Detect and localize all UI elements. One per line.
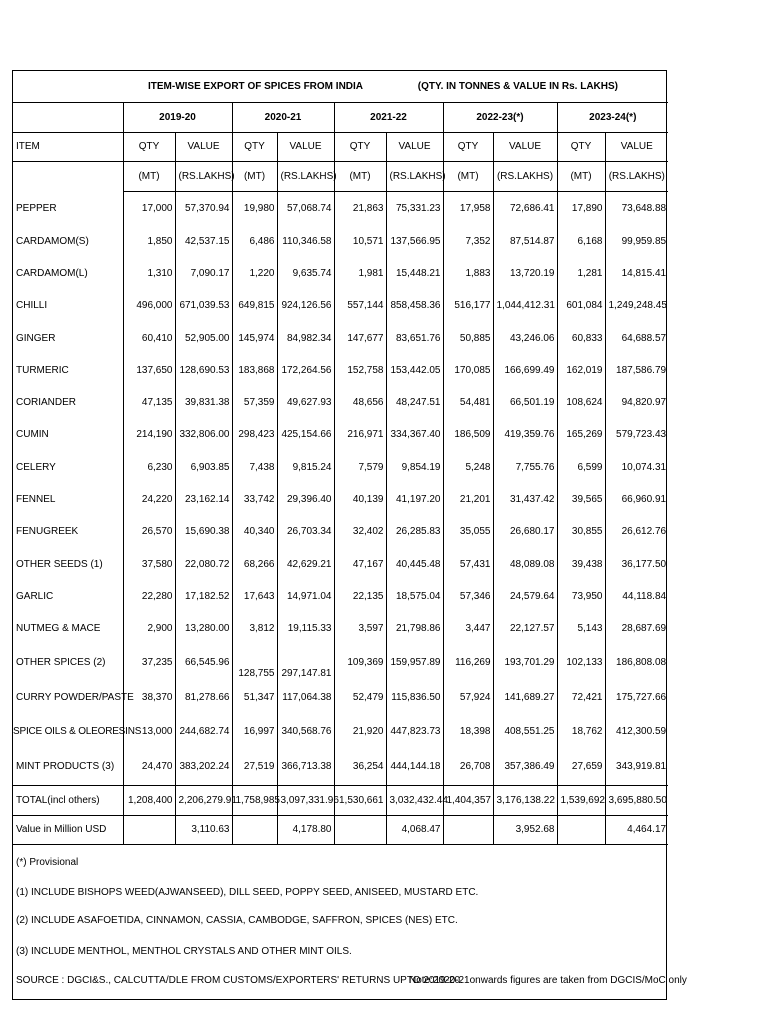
source-note: Note:2020-21onwards figures are taken from DGCIS/MoC only <box>409 975 687 986</box>
total-value: 3,097,331.96 <box>277 785 334 815</box>
value-cell: 42,629.21 <box>277 548 334 580</box>
qty-cell: 116,269 <box>443 645 493 681</box>
source-line: SOURCE : DGCI&S., CALCUTTA/DLE FROM CUSTOMS/EXPORTERS' RETURNS UPTO 2019-20. <box>16 975 463 986</box>
qty-cell: 27,659 <box>557 749 605 785</box>
qty-cell: 162,019 <box>557 354 605 386</box>
total-qty: 1,208,400 <box>123 785 175 815</box>
qty-cell: 3,447 <box>443 613 493 645</box>
table-title: ITEM-WISE EXPORT OF SPICES FROM INDIA <box>148 80 364 92</box>
table-row <box>13 322 668 354</box>
value-cell: 137,566.95 <box>386 225 443 257</box>
qty-cell: 60,833 <box>557 322 605 354</box>
item-name: CHILLI <box>13 290 123 322</box>
value-header: VALUE <box>493 132 557 161</box>
table-row <box>13 290 668 322</box>
qty-cell: 33,742 <box>232 483 277 515</box>
qty-header: QTY <box>443 132 493 161</box>
item-name: TURMERIC <box>13 354 123 386</box>
qty-cell: 516,177 <box>443 290 493 322</box>
table-row <box>13 483 668 515</box>
usd-value: 4,464.17 <box>605 815 668 844</box>
table-row <box>13 451 668 483</box>
year-header: 2022-23(*) <box>443 102 557 132</box>
total-value: 2,206,279.91 <box>175 785 232 815</box>
table-row <box>13 516 668 548</box>
qty-header: QTY <box>334 132 386 161</box>
value-cell: 671,039.53 <box>175 290 232 322</box>
value-cell: 334,367.40 <box>386 419 443 451</box>
item-name: PEPPER <box>13 191 123 225</box>
qty-cell: 6,486 <box>232 225 277 257</box>
usd-value: 3,110.63 <box>175 815 232 844</box>
qty-cell: 298,423 <box>232 419 277 451</box>
value-cell: 29,396.40 <box>277 483 334 515</box>
qty-cell: 39,438 <box>557 548 605 580</box>
value-cell: 141,689.27 <box>493 681 557 713</box>
qty-cell: 32,402 <box>334 516 386 548</box>
value-cell: 21,798.86 <box>386 613 443 645</box>
value-cell: 297,147.81 <box>277 645 334 681</box>
value-cell: 6,903.85 <box>175 451 232 483</box>
value-cell: 66,960.91 <box>605 483 668 515</box>
usd-blank-cell <box>123 815 175 844</box>
qty-cell: 52,479 <box>334 681 386 713</box>
value-unit: (RS.LAKHS) <box>386 161 443 191</box>
qty-cell: 102,133 <box>557 645 605 681</box>
value-cell: 26,703.34 <box>277 516 334 548</box>
value-header: VALUE <box>175 132 232 161</box>
qty-cell: 57,346 <box>443 580 493 612</box>
spices-export-sheet <box>12 70 687 1000</box>
table-row <box>13 419 668 451</box>
value-cell: 57,068.74 <box>277 191 334 225</box>
usd-value: 4,178.80 <box>277 815 334 844</box>
value-cell: 244,682.74 <box>175 713 232 749</box>
qty-cell: 17,890 <box>557 191 605 225</box>
value-cell: 64,688.57 <box>605 322 668 354</box>
qty-cell: 18,398 <box>443 713 493 749</box>
value-cell: 9,815.24 <box>277 451 334 483</box>
value-cell: 14,971.04 <box>277 580 334 612</box>
value-cell: 84,982.34 <box>277 322 334 354</box>
value-cell: 340,568.76 <box>277 713 334 749</box>
value-cell: 172,264.56 <box>277 354 334 386</box>
value-cell: 22,127.57 <box>493 613 557 645</box>
value-cell: 166,699.49 <box>493 354 557 386</box>
qty-cell: 73,950 <box>557 580 605 612</box>
qty-cell: 214,190 <box>123 419 175 451</box>
qty-cell: 7,352 <box>443 225 493 257</box>
qty-cell: 137,650 <box>123 354 175 386</box>
value-cell: 110,346.58 <box>277 225 334 257</box>
qty-cell: 1,850 <box>123 225 175 257</box>
qty-cell: 17,643 <box>232 580 277 612</box>
table-row <box>13 645 668 681</box>
value-cell: 1,044,412.31 <box>493 290 557 322</box>
qty-cell: 2,900 <box>123 613 175 645</box>
units-spacer <box>13 161 123 191</box>
total-qty: 1,539,692 <box>557 785 605 815</box>
value-cell: 24,579.64 <box>493 580 557 612</box>
qty-cell: 18,762 <box>557 713 605 749</box>
qty-cell: 26,708 <box>443 749 493 785</box>
value-cell: 858,458.36 <box>386 290 443 322</box>
usd-value: 4,068.47 <box>386 815 443 844</box>
value-cell: 128,690.53 <box>175 354 232 386</box>
qty-cell: 109,369 <box>334 645 386 681</box>
qty-cell: 51,347 <box>232 681 277 713</box>
value-cell: 159,957.89 <box>386 645 443 681</box>
qty-cell: 47,135 <box>123 386 175 418</box>
qty-cell: 5,248 <box>443 451 493 483</box>
item-name: GARLIC <box>13 580 123 612</box>
value-cell: 10,074.31 <box>605 451 668 483</box>
qty-cell: 1,281 <box>557 257 605 289</box>
qty-cell: 17,000 <box>123 191 175 225</box>
qty-cell: 57,924 <box>443 681 493 713</box>
value-cell: 425,154.66 <box>277 419 334 451</box>
value-cell: 412,300.59 <box>605 713 668 749</box>
qty-unit: (MT) <box>443 161 493 191</box>
value-cell: 31,437.42 <box>493 483 557 515</box>
qty-cell: 1,220 <box>232 257 277 289</box>
qty-cell: 145,974 <box>232 322 277 354</box>
table-row <box>13 354 668 386</box>
qty-cell: 16,997 <box>232 713 277 749</box>
total-qty: 1,758,985 <box>232 785 277 815</box>
value-cell: 94,820.97 <box>605 386 668 418</box>
value-cell: 357,386.49 <box>493 749 557 785</box>
qty-cell: 39,565 <box>557 483 605 515</box>
value-cell: 26,680.17 <box>493 516 557 548</box>
qty-cell: 40,139 <box>334 483 386 515</box>
qty-cell: 183,868 <box>232 354 277 386</box>
qty-cell: 165,269 <box>557 419 605 451</box>
qty-cell: 496,000 <box>123 290 175 322</box>
item-name: MINT PRODUCTS (3) <box>13 749 123 785</box>
usd-value: 3,952.68 <box>493 815 557 844</box>
value-cell: 15,448.21 <box>386 257 443 289</box>
value-cell: 14,815.41 <box>605 257 668 289</box>
value-cell: 52,905.00 <box>175 322 232 354</box>
value-cell: 13,720.19 <box>493 257 557 289</box>
value-cell: 7,755.76 <box>493 451 557 483</box>
qty-cell: 37,580 <box>123 548 175 580</box>
value-header: VALUE <box>605 132 668 161</box>
footnote-provisional: (*) Provisional <box>16 857 79 868</box>
table-title-cell <box>13 71 668 102</box>
qty-unit: (MT) <box>334 161 386 191</box>
qty-cell: 6,230 <box>123 451 175 483</box>
value-cell: 579,723.43 <box>605 419 668 451</box>
table-row <box>13 225 668 257</box>
value-cell: 99,959.85 <box>605 225 668 257</box>
qty-cell: 10,571 <box>334 225 386 257</box>
table-row <box>13 191 668 225</box>
value-unit: (RS.LAKHS) <box>605 161 668 191</box>
value-cell: 49,627.93 <box>277 386 334 418</box>
footnote-1: (1) INCLUDE BISHOPS WEED(AJWANSEED), DILL SEED, POPPY SEED, ANISEED, MUSTARD ETC. <box>16 887 479 898</box>
value-cell: 66,501.19 <box>493 386 557 418</box>
value-cell: 7,090.17 <box>175 257 232 289</box>
qty-cell: 22,280 <box>123 580 175 612</box>
item-name: OTHER SEEDS (1) <box>13 548 123 580</box>
item-name: GINGER <box>13 322 123 354</box>
qty-header: QTY <box>232 132 277 161</box>
item-name: CELERY <box>13 451 123 483</box>
qty-cell: 24,220 <box>123 483 175 515</box>
value-cell: 9,854.19 <box>386 451 443 483</box>
qty-cell: 50,885 <box>443 322 493 354</box>
total-value: 3,176,138.22 <box>493 785 557 815</box>
value-cell: 186,808.08 <box>605 645 668 681</box>
value-cell: 117,064.38 <box>277 681 334 713</box>
year-header: 2021-22 <box>334 102 443 132</box>
value-cell: 87,514.87 <box>493 225 557 257</box>
value-cell: 444,144.18 <box>386 749 443 785</box>
qty-cell: 26,570 <box>123 516 175 548</box>
value-cell: 28,687.69 <box>605 613 668 645</box>
usd-blank-cell <box>232 815 277 844</box>
value-cell: 83,651.76 <box>386 322 443 354</box>
qty-cell: 6,168 <box>557 225 605 257</box>
qty-cell: 57,431 <box>443 548 493 580</box>
total-value: 3,695,880.50 <box>605 785 668 815</box>
qty-cell: 1,310 <box>123 257 175 289</box>
value-cell: 366,713.38 <box>277 749 334 785</box>
value-cell: 26,285.83 <box>386 516 443 548</box>
item-name: CARDAMOM(S) <box>13 225 123 257</box>
qty-unit: (MT) <box>232 161 277 191</box>
value-cell: 75,331.23 <box>386 191 443 225</box>
year-header: 2023-24(*) <box>557 102 668 132</box>
value-cell: 48,247.51 <box>386 386 443 418</box>
table-row <box>13 613 668 645</box>
qty-cell: 36,254 <box>334 749 386 785</box>
qty-cell: 152,758 <box>334 354 386 386</box>
item-name: FENUGREEK <box>13 516 123 548</box>
value-cell: 43,246.06 <box>493 322 557 354</box>
usd-label: Value in Million USD <box>13 815 123 844</box>
value-cell: 1,249,248.45 <box>605 290 668 322</box>
value-cell: 9,635.74 <box>277 257 334 289</box>
corner-cell <box>13 102 123 132</box>
qty-header: QTY <box>123 132 175 161</box>
value-cell: 22,080.72 <box>175 548 232 580</box>
qty-cell: 5,143 <box>557 613 605 645</box>
value-unit: (RS.LAKHS) <box>493 161 557 191</box>
qty-cell: 557,144 <box>334 290 386 322</box>
value-cell: 26,612.76 <box>605 516 668 548</box>
qty-cell: 21,920 <box>334 713 386 749</box>
value-header: VALUE <box>386 132 443 161</box>
qty-unit: (MT) <box>557 161 605 191</box>
value-cell: 57,370.94 <box>175 191 232 225</box>
qty-cell: 108,624 <box>557 386 605 418</box>
value-cell: 18,575.04 <box>386 580 443 612</box>
qty-cell: 601,084 <box>557 290 605 322</box>
qty-cell: 68,266 <box>232 548 277 580</box>
total-value: 3,032,432.44 <box>386 785 443 815</box>
item-name: CORIANDER <box>13 386 123 418</box>
table-row <box>13 713 668 749</box>
table-row <box>13 580 668 612</box>
value-cell: 193,701.29 <box>493 645 557 681</box>
value-cell: 44,118.84 <box>605 580 668 612</box>
export-table <box>13 71 668 845</box>
qty-cell: 21,863 <box>334 191 386 225</box>
qty-cell: 72,421 <box>557 681 605 713</box>
value-cell: 447,823.73 <box>386 713 443 749</box>
qty-unit: (MT) <box>123 161 175 191</box>
value-cell: 17,182.52 <box>175 580 232 612</box>
qty-cell: 54,481 <box>443 386 493 418</box>
value-header: VALUE <box>277 132 334 161</box>
item-name: SPICE OILS & OLEORESINS <box>13 713 123 749</box>
qty-cell: 57,359 <box>232 386 277 418</box>
qty-header: QTY <box>557 132 605 161</box>
usd-blank-cell <box>443 815 493 844</box>
qty-cell: 60,410 <box>123 322 175 354</box>
item-name: CURRY POWDER/PASTE <box>13 681 123 713</box>
qty-cell: 1,981 <box>334 257 386 289</box>
value-cell: 13,280.00 <box>175 613 232 645</box>
item-name: OTHER SPICES (2) <box>13 645 123 681</box>
item-name: NUTMEG & MACE <box>13 613 123 645</box>
qty-cell: 47,167 <box>334 548 386 580</box>
value-unit: (RS.LAKHS) <box>277 161 334 191</box>
value-cell: 41,197.20 <box>386 483 443 515</box>
value-cell: 73,648.88 <box>605 191 668 225</box>
value-cell: 115,836.50 <box>386 681 443 713</box>
value-cell: 419,359.76 <box>493 419 557 451</box>
value-cell: 19,115.33 <box>277 613 334 645</box>
qty-cell: 147,677 <box>334 322 386 354</box>
qty-cell: 649,815 <box>232 290 277 322</box>
qty-cell: 27,519 <box>232 749 277 785</box>
value-cell: 66,545.96 <box>175 645 232 681</box>
year-header: 2019-20 <box>123 102 232 132</box>
qty-cell: 1,883 <box>443 257 493 289</box>
item-name: CUMIN <box>13 419 123 451</box>
total-qty: 1,530,661 <box>334 785 386 815</box>
item-name: CARDAMOM(L) <box>13 257 123 289</box>
item-name: FENNEL <box>13 483 123 515</box>
value-cell: 36,177.50 <box>605 548 668 580</box>
table-row <box>13 548 668 580</box>
qty-cell: 186,509 <box>443 419 493 451</box>
usd-blank-cell <box>557 815 605 844</box>
footnote-3: (3) INCLUDE MENTHOL, MENTHOL CRYSTALS AND OTHER MINT OILS. <box>16 946 352 957</box>
table-row <box>13 386 668 418</box>
qty-cell: 7,579 <box>334 451 386 483</box>
qty-cell: 6,599 <box>557 451 605 483</box>
usd-blank-cell <box>334 815 386 844</box>
total-row <box>13 785 668 815</box>
usd-row <box>13 815 668 844</box>
qty-cell: 17,958 <box>443 191 493 225</box>
value-cell: 42,537.15 <box>175 225 232 257</box>
value-cell: 383,202.24 <box>175 749 232 785</box>
total-qty: 1,404,357 <box>443 785 493 815</box>
qty-cell: 19,980 <box>232 191 277 225</box>
value-cell: 40,445.48 <box>386 548 443 580</box>
value-cell: 23,162.14 <box>175 483 232 515</box>
total-label: TOTAL(incl others) <box>13 785 123 815</box>
value-cell: 15,690.38 <box>175 516 232 548</box>
qty-cell: 21,201 <box>443 483 493 515</box>
qty-cell: 24,470 <box>123 749 175 785</box>
value-cell: 187,586.79 <box>605 354 668 386</box>
year-header: 2020-21 <box>232 102 334 132</box>
item-column-header: ITEM <box>13 132 123 161</box>
value-cell: 72,686.41 <box>493 191 557 225</box>
value-cell: 81,278.66 <box>175 681 232 713</box>
value-unit: (RS.LAKHS) <box>175 161 232 191</box>
value-cell: 39,831.38 <box>175 386 232 418</box>
qty-cell: 3,812 <box>232 613 277 645</box>
value-cell: 332,806.00 <box>175 419 232 451</box>
table-units: (QTY. IN TONNES & VALUE IN Rs. LAKHS) <box>417 80 618 92</box>
qty-cell: 48,656 <box>334 386 386 418</box>
qty-cell: 22,135 <box>334 580 386 612</box>
value-cell: 175,727.66 <box>605 681 668 713</box>
table-row <box>13 257 668 289</box>
qty-cell: 35,055 <box>443 516 493 548</box>
qty-cell: 38,370 <box>123 681 175 713</box>
qty-cell: 13,000 <box>123 713 175 749</box>
value-cell: 408,551.25 <box>493 713 557 749</box>
qty-cell: 7,438 <box>232 451 277 483</box>
qty-cell: 170,085 <box>443 354 493 386</box>
table-row <box>13 749 668 785</box>
value-cell: 343,919.81 <box>605 749 668 785</box>
value-cell: 48,089.08 <box>493 548 557 580</box>
table-row <box>13 681 668 713</box>
qty-cell: 216,971 <box>334 419 386 451</box>
value-cell: 153,442.05 <box>386 354 443 386</box>
qty-cell: 40,340 <box>232 516 277 548</box>
value-cell: 924,126.56 <box>277 290 334 322</box>
qty-cell: 37,235 <box>123 645 175 681</box>
qty-cell: 30,855 <box>557 516 605 548</box>
footnote-2: (2) INCLUDE ASAFOETIDA, CINNAMON, CASSIA, CAMBODGE, SAFFRON, SPICES (NES) ETC. <box>16 915 458 926</box>
qty-cell: 3,597 <box>334 613 386 645</box>
qty-cell: 128,755 <box>232 645 277 681</box>
